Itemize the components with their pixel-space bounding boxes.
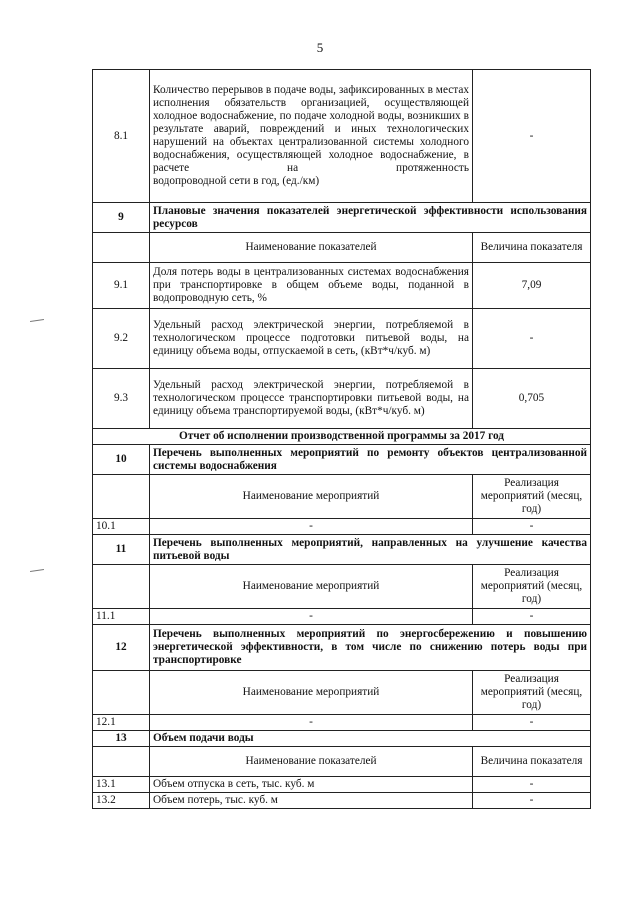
header-9 (93, 233, 591, 263)
row-number: 11.1 (93, 609, 150, 625)
header-value: Реализация мероприятий (месяц, год) (473, 475, 591, 519)
row-number: 9.1 (93, 263, 150, 309)
row-number: 13.2 (93, 793, 150, 809)
header-name: Наименование мероприятий (150, 671, 473, 715)
section-13 (93, 731, 591, 747)
header-12 (93, 671, 591, 715)
row-value: - (473, 793, 591, 809)
header-10 (93, 475, 591, 519)
section-number: 10 (93, 445, 150, 475)
section-title: Перечень выполненных мероприятий по ремонту объектов централизованной системы водоснабжения (150, 445, 591, 475)
section-title: Перечень выполненных мероприятий по энергосбережению и повышению энергетической эффективности, в том числе по снижению потерь воды при транспортировке (150, 625, 591, 671)
row-value: - (473, 519, 591, 535)
row-number: 9.2 (93, 309, 150, 369)
row-text: Доля потерь воды в централизованных системах водоснабжения при транспортировке в общем объеме воды, поданной в водопроводную сеть, % (150, 263, 473, 309)
header-value: Реализация мероприятий (месяц, год) (473, 565, 591, 609)
section-12 (93, 625, 591, 671)
row-value: - (473, 777, 591, 793)
row-number: 9.3 (93, 369, 150, 429)
row-number: 13.1 (93, 777, 150, 793)
header-name: Наименование мероприятий (150, 565, 473, 609)
header-name: Наименование показателей (150, 747, 473, 777)
row-value: - (473, 609, 591, 625)
row-text: - (150, 715, 473, 731)
header-value: Реализация мероприятий (месяц, год) (473, 671, 591, 715)
section-number: 13 (93, 731, 150, 747)
section-9 (93, 203, 591, 233)
row-13-1 (93, 777, 591, 793)
row-number: 10.1 (93, 519, 150, 535)
section-number: 9 (93, 203, 150, 233)
row-9-1 (93, 263, 591, 309)
row-text: - (150, 609, 473, 625)
header-name: Наименование показателей (150, 233, 473, 263)
report-title: Отчет об исполнении производственной программы за 2017 год (93, 429, 591, 445)
row-value: - (473, 70, 591, 203)
row-12-1 (93, 715, 591, 731)
section-title: Перечень выполненных мероприятий, направленных на улучшение качества питьевой воды (150, 535, 591, 565)
header-value: Величина показателя (473, 747, 591, 777)
header-11 (93, 565, 591, 609)
row-text: Объем потерь, тыс. куб. м (150, 793, 473, 809)
row-text: Удельный расход электрической энергии, потребляемой в технологическом процессе транспортировки питьевой воды, на единицу объема транспортируемой воды, (кВт*ч/куб. м) (150, 369, 473, 429)
row-text: Удельный расход электрической энергии, потребляемой в технологическом процессе подготовки питьевой воды, на единицу объема воды, отпускаемой в сеть, (кВт*ч/куб. м) (150, 309, 473, 369)
section-10 (93, 445, 591, 475)
row-value: - (473, 309, 591, 369)
page-number: 5 (316, 40, 324, 55)
row-number: 12.1 (93, 715, 150, 731)
report-header (93, 429, 591, 445)
section-title: Плановые значения показателей энергетической эффективности использования ресурсов (150, 203, 591, 233)
margin-mark (30, 319, 44, 322)
row-11-1 (93, 609, 591, 625)
header-value: Величина показателя (473, 233, 591, 263)
header-name: Наименование мероприятий (150, 475, 473, 519)
margin-mark (30, 569, 44, 572)
row-value: 0,705 (473, 369, 591, 429)
row-value: - (473, 715, 591, 731)
row-9-3 (93, 369, 591, 429)
section-title: Объем подачи воды (150, 731, 591, 747)
row-text: Количество перерывов в подаче воды, зафиксированных в местах исполнения обязательств организацией, осуществляющей холодное водоснабжение, по подаче холодной воды, возникших в результате аварий, повреждений и иных технологических нарушений на объектах централизованной системы холодного водоснабжения, осуществляющей холодное водоснабжение, в расчете на протяженность водопроводной сети в год, (ед./км) (150, 70, 473, 203)
row-9-2 (93, 309, 591, 369)
row-text: Объем отпуска в сеть, тыс. куб. м (150, 777, 473, 793)
row-value: 7,09 (473, 263, 591, 309)
row-13-2 (93, 793, 591, 809)
section-11 (93, 535, 591, 565)
section-number: 11 (93, 535, 150, 565)
row-8-1 (93, 70, 591, 203)
section-number: 12 (93, 625, 150, 671)
header-13 (93, 747, 591, 777)
row-10-1 (93, 519, 591, 535)
indicators-table (92, 69, 591, 809)
row-number: 8.1 (93, 70, 150, 203)
row-text: - (150, 519, 473, 535)
